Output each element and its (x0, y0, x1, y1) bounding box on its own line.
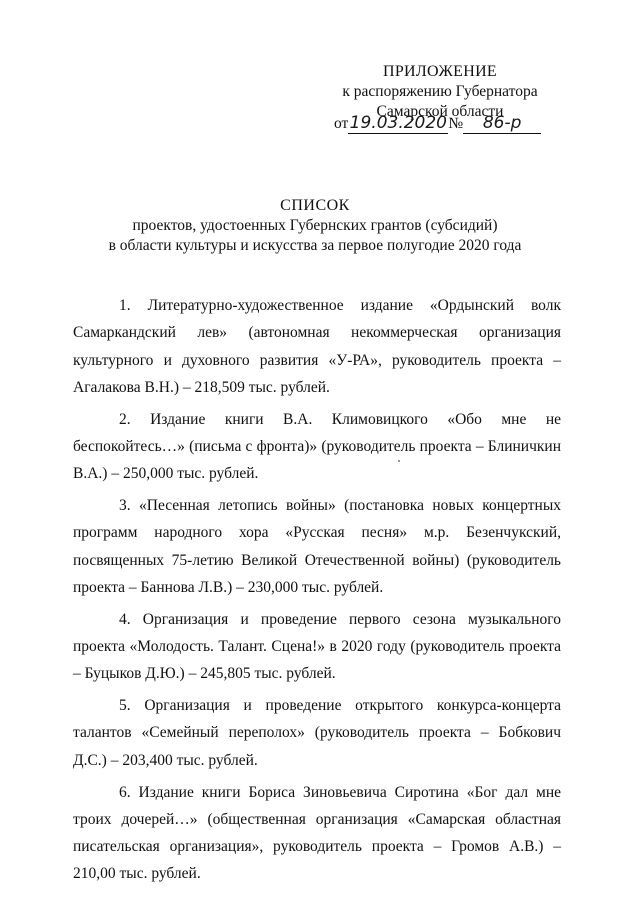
document-date-number-line (334, 114, 541, 134)
project-item-6: 6. Издание книги Бориса Зиновьевича Сиротина «Бог дал мне троих дочерей…» (общественная организация «Самарская областная писательская организация», руководитель проекта – Громов А.В.) – 210,00 тыс. рублей. (73, 783, 561, 883)
date-field (348, 114, 448, 134)
appendix-decree-line: к распоряжению Губернатора (342, 83, 538, 100)
project-list (73, 292, 561, 892)
project-item-1: 1. Литературно-художественное издание «Ордынский волк Самаркандский лев» (автономная некоммерческая организация культурного и духовного развития «У-РА», руководитель проекта – Агалакова В.Н.) – 218,509 тыс. рублей. (73, 297, 561, 396)
appendix-region-line: Самарской области (376, 103, 504, 120)
list-subtitle-line-2: в области культуры и искусства за первое полугодие 2020 года (108, 237, 522, 254)
date-prefix: от (334, 115, 349, 132)
handwritten-number: 86-р (482, 113, 522, 133)
project-item-2: 2. Издание книги В.А. Климовицкого «Обо мне не беспокойтесь…» (письма с фронта)» (руководитель проекта – Блиничкин В.А.) – 250,000 тыс. рублей. (73, 410, 561, 483)
document-heading (60, 196, 570, 256)
project-item-3: 3. «Песенная летопись войны» (постановка новых концертных программ народного хора «Русская песня» м.р. Безенчукский, посвященных 75-летию Великой Отечественной войны) (руководитель проекта – Баннова Л.В.) – 230,000 тыс. рублей. (73, 497, 561, 596)
project-item-4: 4. Организация и проведение первого сезона музыкального проекта «Молодость. Талант. Сцена!» в 2020 году (руководитель проекта – Буцыков Д.Ю.) – 245,805 тыс. рублей. (73, 610, 561, 683)
appendix-title: ПРИЛОЖЕНИЕ (382, 63, 497, 80)
handwritten-date: 19.03.2020 (349, 113, 447, 133)
number-field (463, 114, 541, 134)
list-subtitle-line-1: проектов, удостоенных Губернских грантов (субсидий) (132, 217, 498, 234)
list-title: СПИСОК (280, 197, 350, 214)
project-item-5: 5. Организация и проведение открытого конкурса-концерта талантов «Семейный переполох» (руководитель проекта – Бобкович Д.С.) – 203,400 тыс. рублей. (73, 697, 561, 769)
scan-speck (398, 460, 400, 462)
number-prefix: № (448, 115, 464, 132)
